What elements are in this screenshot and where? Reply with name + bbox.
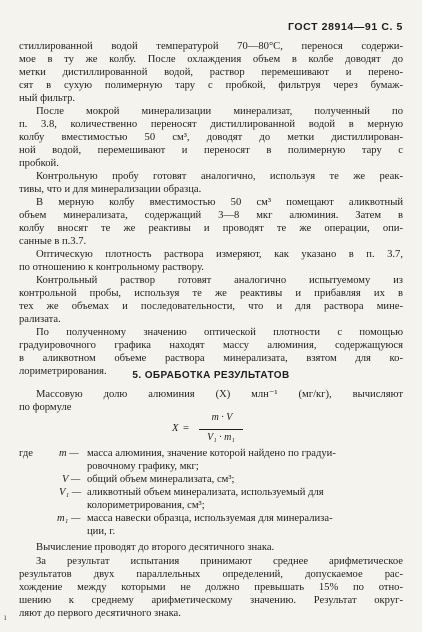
text-line: колбу вносят те же реактивы и проводят те же операции, опи-: [19, 223, 403, 234]
formula-numerator: m · V: [211, 412, 233, 423]
text-line: ляют до первого десятичного знака.: [19, 608, 181, 619]
text-line: пробкой.: [19, 158, 59, 169]
text-line: Оптическую плотность раствора измеряют, как указано в п. 3.7,: [36, 249, 403, 260]
text-line: сят в сухую полимерную тару с пробкой, фильтруя через бумаж-: [19, 80, 403, 91]
text-line: Вычисление проводят до второго десятичного знака.: [36, 542, 275, 553]
text-line: санные в п.3.7.: [19, 236, 87, 247]
text-line: стиллированной водой температурой 70—80°С, перенося содержи-: [19, 41, 403, 52]
text-line: ной водой, перемешивают и переносят в полимерную тару с: [19, 145, 403, 156]
formula-denominator: V₁ · m₁: [207, 432, 235, 443]
text-line: метки дистиллированной водой, раствор перемешивают и перено-: [19, 67, 403, 78]
text-line: рализата.: [19, 314, 61, 325]
definition-symbol: V₁ —: [59, 487, 82, 498]
text-line: по отношению к контрольному раствору.: [19, 262, 204, 273]
fraction-bar: [199, 429, 243, 430]
definition-text: масса навески образца, используемая для минерализа-: [87, 513, 333, 524]
text-line: Массовую долю алюминия (X) млн⁻¹ (мг/кг), вычисляют: [36, 389, 403, 400]
definition-text: колориметрирования, см³;: [87, 500, 205, 511]
definition-text: ции, г.: [87, 526, 116, 537]
text-line: Контрольный раствор готовят аналогично испытуемому из: [36, 275, 403, 286]
text-line: лориметрирования.: [19, 366, 107, 377]
text-line: шению к среднему арифметическому значению. Результат округ-: [19, 595, 403, 606]
text-line: По полученному значению оптической плотности с помощью: [36, 327, 403, 338]
text-line: контрольной пробы, используя те же реактивы и прибавляя их в: [19, 288, 403, 299]
text-line: Контрольную пробу готовят аналогично, используя те же реак-: [36, 171, 403, 182]
definition-text: ровочному графику, мкг;: [87, 461, 199, 472]
page-header: ГОСТ 28914—91 С. 5: [288, 21, 403, 33]
text-line: За результат испытания принимают среднее арифметическое: [36, 556, 403, 567]
text-line: тех же объемах и последовательности, что и для раствора мине-: [19, 301, 403, 312]
where-label: где: [19, 448, 33, 459]
formula: [172, 412, 272, 446]
text-line: п. 3.8, количественно переносят дистиллированной водой в мерную: [19, 119, 403, 130]
definition-symbol: m —: [59, 448, 79, 459]
text-line: хождение между которыми не должно превышать 15% по отно-: [19, 582, 403, 593]
text-line: результатов двух параллельных определений, допускаемое рас-: [19, 569, 403, 580]
text-line: по формуле: [19, 402, 72, 413]
text-line: градуировочного графика находят массу алюминия, содержащуюся: [19, 340, 403, 351]
definition-text: аликвотный объем минерализата, используемый для: [87, 487, 324, 498]
text-line: в аликвотном объеме раствора минерализата, взятом для ко-: [19, 353, 403, 364]
formula-equals: =: [183, 423, 189, 434]
section-heading: 5. ОБРАБОТКА РЕЗУЛЬТАТОВ: [132, 370, 290, 381]
text-line: тивы, что и для минерализации образца.: [19, 184, 202, 195]
definition-text: масса алюминия, значение которой найдено по градуи-: [87, 448, 336, 459]
definition-text: общий объем минерализата, см³;: [87, 474, 235, 485]
text-line: мое в ту же колбу. После охлаждения объем в колбе доводят до: [19, 54, 403, 65]
text-line: После мокрой минерализации минерализат, полученный по: [36, 106, 403, 117]
edge-mark: ı: [4, 612, 7, 622]
text-line: колбу вместимостью 50 см³, доводят до метки дистиллирован-: [19, 132, 403, 143]
definition-symbol: V —: [62, 474, 81, 485]
text-line: В мерную колбу вместимостью 50 см³ помещают аликвотный: [36, 197, 403, 208]
text-line: объем минерализата, содержащий 3—8 мкг алюминия. Затем в: [19, 210, 403, 221]
text-line: ный фильтр.: [19, 93, 76, 104]
definition-symbol: m₁ —: [57, 513, 81, 524]
formula-lhs: X: [172, 423, 179, 434]
